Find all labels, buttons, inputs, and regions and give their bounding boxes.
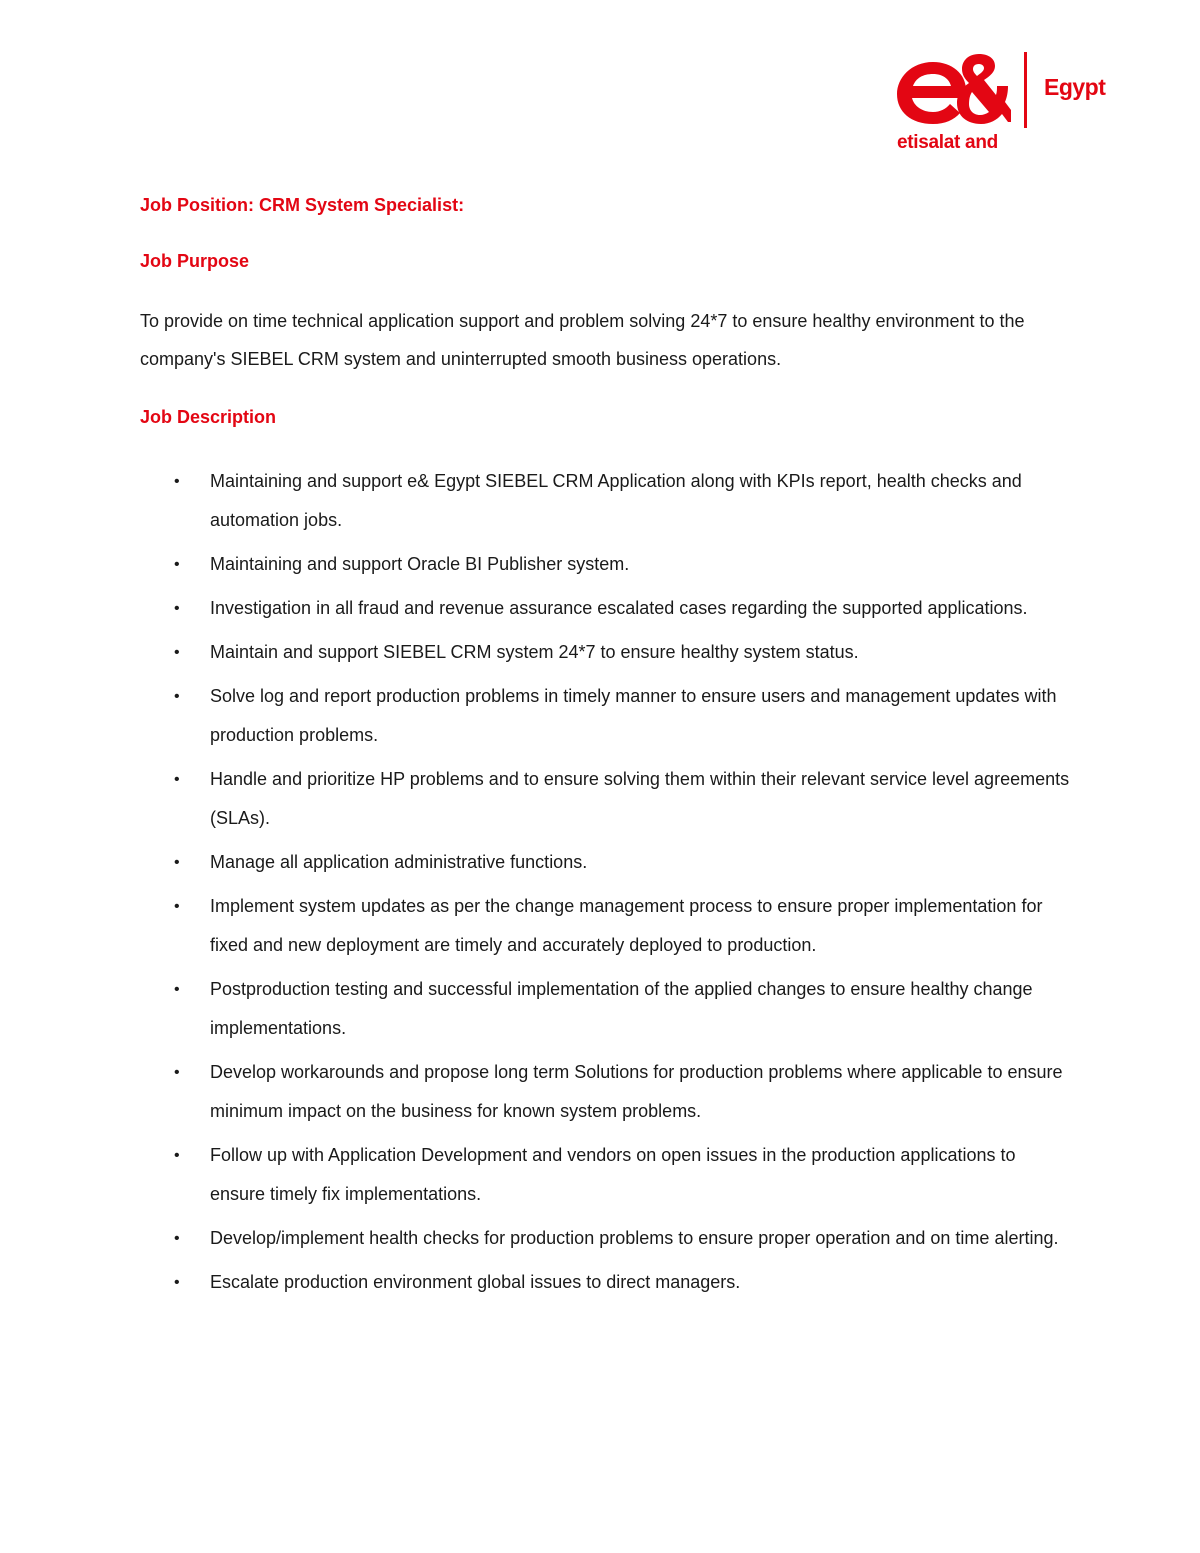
job-purpose-text: To provide on time technical application support and problem solving 24*7 to ensure healthy environment to the company's SIEBEL CRM system and uninterrupted smooth business operations. xyxy=(140,311,1025,369)
duty-text: Develop workarounds and propose long term Solutions for production problems where applicable to ensure minimum impact on the business for known system problems. xyxy=(210,1062,1063,1121)
bullet-icon: • xyxy=(174,1230,180,1247)
duty-text: Maintaining and support Oracle BI Publisher system. xyxy=(210,554,630,574)
duty-text: Maintain and support SIEBEL CRM system 24*7 to ensure healthy system status. xyxy=(210,642,859,662)
duty-list-item xyxy=(140,887,1070,965)
duty-list-item xyxy=(140,1136,1070,1214)
duties-list xyxy=(140,462,1070,1302)
bullet-icon: • xyxy=(174,556,180,573)
bullet-icon: • xyxy=(174,688,180,705)
bullet-icon: • xyxy=(174,1274,180,1291)
duty-list-item xyxy=(140,545,1070,584)
duty-text: Solve log and report production problems in timely manner to ensure users and management updates with production problems. xyxy=(210,686,1057,745)
bullet-icon: • xyxy=(174,473,180,490)
bullet-icon: • xyxy=(174,644,180,661)
logo-wordmark: etisalat and xyxy=(897,132,998,153)
duty-text: Manage all application administrative functions. xyxy=(210,852,588,872)
duty-list-item xyxy=(140,1219,1070,1258)
job-description-heading: Job Description xyxy=(140,407,277,427)
document-body xyxy=(140,192,1070,1307)
duty-list-item xyxy=(140,677,1070,755)
bullet-icon: • xyxy=(174,898,180,915)
job-position-heading: Job Position: CRM System Specialist: xyxy=(140,195,465,215)
bullet-icon: • xyxy=(174,771,180,788)
duty-text: Handle and prioritize HP problems and to ensure solving them within their relevant service level agreements (SLAs). xyxy=(210,769,1070,828)
duty-text: Investigation in all fraud and revenue assurance escalated cases regarding the supported applications. xyxy=(210,598,1028,618)
company-logo xyxy=(893,48,1113,158)
duty-text: Develop/implement health checks for production problems to ensure proper operation and on time alerting. xyxy=(210,1228,1059,1248)
duty-list-item xyxy=(140,970,1070,1048)
duty-text: Postproduction testing and successful implementation of the applied changes to ensure healthy change implementations. xyxy=(210,979,1033,1038)
bullet-icon: • xyxy=(174,1147,180,1164)
e-and-logo-icon xyxy=(893,48,1011,128)
job-purpose-heading: Job Purpose xyxy=(140,251,250,271)
duty-text: Escalate production environment global issues to direct managers. xyxy=(210,1272,741,1292)
duty-text: Follow up with Application Development and vendors on open issues in the production applications to ensure timely fix implementations. xyxy=(210,1145,1016,1204)
bullet-icon: • xyxy=(174,1064,180,1081)
duty-list-item xyxy=(140,462,1070,540)
duty-text: Maintaining and support e& Egypt SIEBEL CRM Application along with KPIs report, health checks and automation jobs. xyxy=(210,471,1022,530)
logo-country-label: Egypt xyxy=(1044,74,1106,100)
duty-text: Implement system updates as per the change management process to ensure proper implementation for fixed and new deployment are timely and accurately deployed to production. xyxy=(210,896,1043,955)
bullet-icon: • xyxy=(174,854,180,871)
duty-list-item xyxy=(140,1263,1070,1302)
duty-list-item xyxy=(140,760,1070,838)
duty-list-item xyxy=(140,843,1070,882)
duty-list-item xyxy=(140,589,1070,628)
bullet-icon: • xyxy=(174,600,180,617)
logo-divider xyxy=(1024,52,1027,128)
duty-list-item xyxy=(140,1053,1070,1131)
duty-list-item xyxy=(140,633,1070,672)
bullet-icon: • xyxy=(174,981,180,998)
